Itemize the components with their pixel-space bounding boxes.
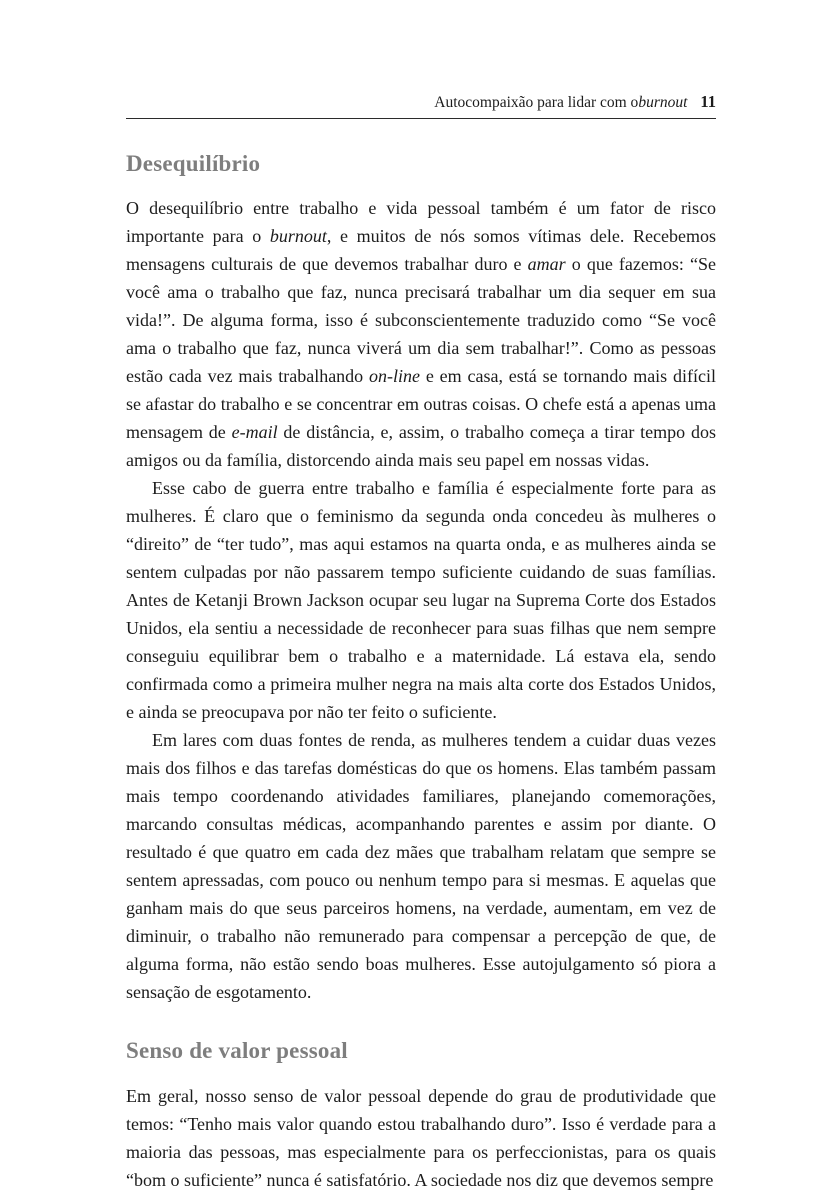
text-block: [126, 92, 716, 1194]
paragraph: [126, 474, 716, 726]
paragraph: [126, 194, 716, 474]
text-run: de distância, e, assim, o trabalho começa a tirar tempo dos amigos ou da família, distorcendo ainda mais seu papel em nossas vidas.: [126, 422, 716, 471]
italic-run: burnout: [269, 226, 327, 247]
italic-run: e-mail: [231, 422, 278, 443]
italic-run: on-line: [369, 366, 421, 387]
text-run: o que fazemos: “Se você ama o trabalho que faz, nunca precisará trabalhar um dia sequer em sua vida!”. De alguma forma, isso é subconscientemente traduzido como “Se você ama o trabalho que faz, nunca viverá um dia sem trabalhar!”. Como as pessoas estão cada vez mais trabalhando: [126, 254, 716, 387]
text-run: Em geral, nosso senso de valor pessoal depende do grau de produtividade que temos: “Tenho mais valor quando estou trabalhando duro”. Isso é verdade para a maioria das pessoas, mas especialmente para os perfeccionistas, para os quais “bom o suficiente” nunca é satisfatório. A sociedade nos diz que devemos sempre: [126, 1085, 716, 1190]
text-run: Em lares com duas fontes de renda, as mulheres tendem a cuidar duas vezes mais dos filhos e das tarefas domésticas do que os homens. Elas também passam mais tempo coordenando atividades familiares, planejando comemorações, marcando consultas médicas, acompanhando parentes e assim por diante. O resultado é que quatro em cada dez mães que trabalham relatam que sempre se sentem apressadas, com pouco ou nenhum tempo para si mesmas. E aquelas que ganham mais do que seus parceiros homens, na verdade, aumentam, em vez de diminuir, o trabalho não remunerado para compensar a percepção de que, de alguma forma, não estão sendo boas mulheres. Esse autojulgamento só piora a sensação de esgotamento.: [126, 730, 716, 1003]
text-run: e em casa, está se tornando mais difícil se afastar do trabalho e se concentrar em outras coisas. O chefe está a apenas uma mensagem de: [126, 366, 717, 443]
paragraph: [126, 726, 716, 1006]
running-header: [126, 92, 716, 118]
section-heading: Senso de valor pessoal: [126, 1038, 348, 1064]
running-title-italic: burnout: [638, 94, 688, 111]
text-run: , e muitos de nós somos vítimas dele. Recebemos mensagens culturais de que devemos trabalhar duro e: [126, 226, 717, 275]
header-rule: [126, 118, 716, 119]
text-run: O desequilíbrio entre trabalho e vida pessoal também é um fator de risco importante para o: [126, 198, 716, 247]
text-run: Esse cabo de guerra entre trabalho e família é especialmente forte para as mulheres. É claro que o feminismo da segunda onda concedeu às mulheres o “direito” de “ter tudo”, mas aqui estamos na quarta onda, e as mulheres ainda se sentem culpadas por não passarem tempo suficiente cuidando de suas famílias. Antes de Ketanji Brown Jackson ocupar seu lugar na Suprema Corte dos Estados Unidos, ela sentiu a necessidade de reconhecer para suas filhas que nem sempre conseguiu equilibrar bem o trabalho e a maternidade. Lá estava ela, sendo confirmada como a primeira mulher negra na mais alta corte dos Estados Unidos, e ainda se preocupava por não ter feito o suficiente.: [126, 478, 716, 723]
content: [126, 150, 716, 1194]
paragraph: [126, 1082, 716, 1194]
italic-run: amar: [527, 254, 566, 275]
page-number: 11: [700, 92, 716, 111]
running-title: Autocompaixão para lidar com o: [434, 94, 639, 111]
section-heading: Desequilíbrio: [126, 150, 261, 176]
